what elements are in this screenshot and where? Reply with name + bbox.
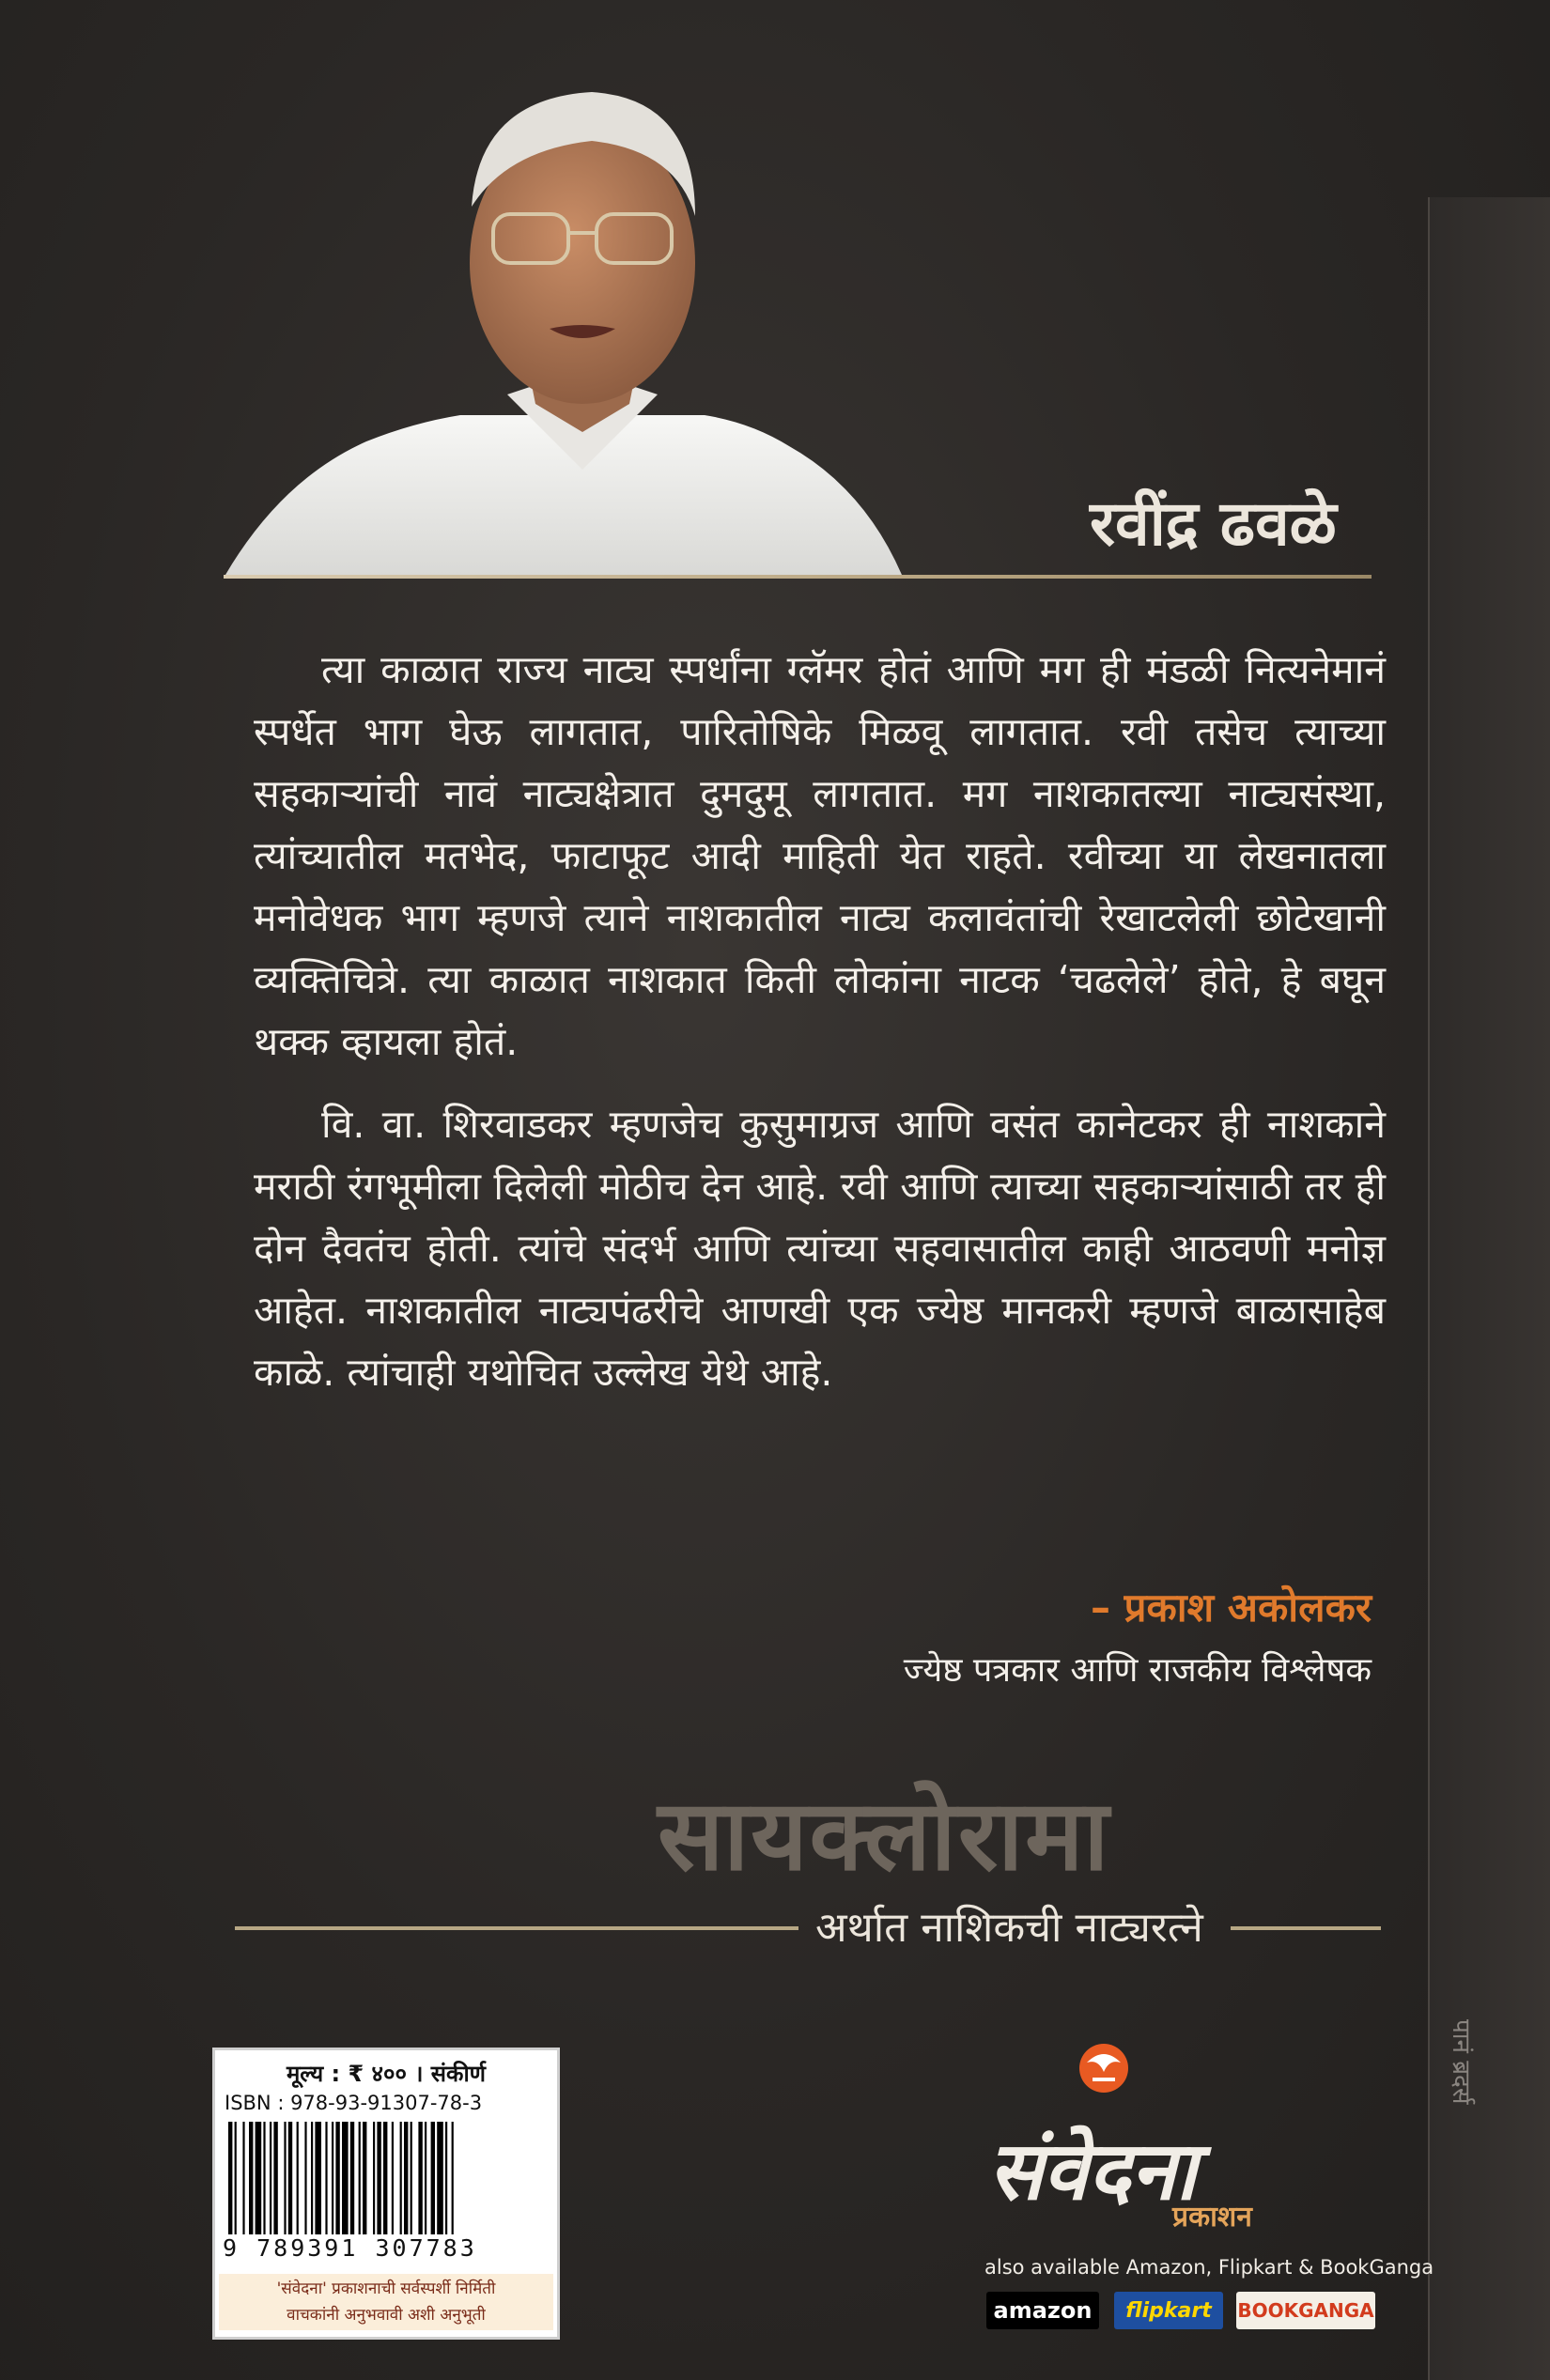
isbn-label: ISBN : 978-93-91307-78-3 <box>225 2092 483 2114</box>
subtitle-rule-left <box>235 1926 798 1930</box>
blurb-paragraph-1: त्या काळात राज्य नाट्य स्पर्धांना ग्लॅमर होतं आणि मग ही मंडळी नित्यनेमानं स्पर्धेत भाग घेऊ लागतात, पारितोषिके मिळवू लागतात. रवी तसेच त्याच्या सहकाऱ्यांची नावं नाट्यक्षेत्रात दुमदुमू लागतात. मग नाशकातल्या नाट्यसंस्था, त्यांच्यातील मतभेद, फाटाफूट आदी माहिती येत राहते. रवीच्या या लेखनातला मनोवेधक भाग म्हणजे त्याने नाशकातील नाट्य कलावंतांची रेखाटलेली छोटेखानी व्यक्तिचित्रे. त्या काळात नाशकात किती लोकांना नाटक ‘चढलेले’ होते, हे बघून थक्क व्हायला होतं. <box>254 647 1386 1064</box>
publisher-name: संवेदना <box>988 2124 1197 2218</box>
barcode-digits: 9 789391 307783 <box>223 2234 477 2262</box>
price-label: मूल्य : ₹ ४०० । संकीर्ण <box>286 2061 487 2087</box>
blurb-text <box>254 639 1386 1424</box>
amazon-logo: amazon <box>986 2292 1099 2329</box>
flipkart-logo: flipkart <box>1114 2292 1223 2329</box>
bookganga-logo: BOOKGANGA <box>1236 2292 1375 2329</box>
barcode-note-line-2: वाचकांनी अनुभवावी अशी अनुभूती <box>287 2306 486 2325</box>
barcode-box <box>212 2048 560 2340</box>
barcode-note <box>219 2274 553 2330</box>
blurb-signature: – प्रकाश अकोलकर <box>1091 1584 1372 1630</box>
availability-text: also available Amazon, Flipkart & BookGanga <box>984 2256 1434 2279</box>
barcode-note-line-1: 'संवेदना' प्रकाशनाची सर्वस्पर्शी निर्मिती <box>276 2280 496 2298</box>
book-subtitle: अर्थात नाशिकची नाट्यरत्ने <box>815 1904 1203 1952</box>
author-photo <box>225 75 939 582</box>
barcode-bars <box>225 2122 548 2234</box>
book-title: सायक्लोरामा <box>658 1778 1111 1893</box>
signature-description: ज्येष्ठ पत्रकार आणि राजकीय विश्लेषक <box>903 1651 1372 1690</box>
subtitle-rule-right <box>1231 1926 1381 1930</box>
photo-divider <box>224 575 1372 579</box>
publisher-sub: प्रकाशन <box>1172 2201 1252 2233</box>
spine-text: पानं ब्रदर्स <box>1447 2019 1475 2105</box>
blurb-paragraph-2: वि. वा. शिरवाडकर म्हणजेच कुसुमाग्रज आणि वसंत कानेटकर ही नाशकाने मराठी रंगभूमीला दिलेली मोठीच देन आहे. रवी आणि त्याच्या सहकाऱ्यांसाठी तर ही दोन दैवतंच होती. त्यांचे संदर्भ आणि त्यांच्या सहवासातील काही आठवणी मनोज्ञ आहेत. नाशकातील नाट्यपंढरीचे आणखी एक ज्येष्ठ मानकरी म्हणजे बाळासाहेब काळे. त्यांचाही यथोचित उल्लेख येथे आहे. <box>254 1102 1386 1395</box>
author-name: रवींद्र ढवळे <box>1090 487 1337 560</box>
